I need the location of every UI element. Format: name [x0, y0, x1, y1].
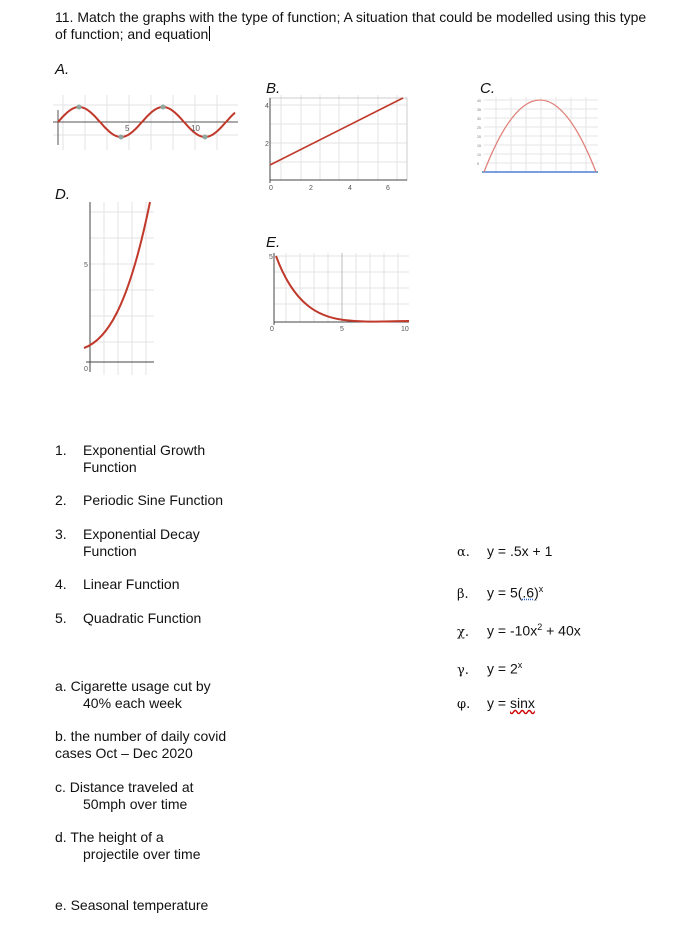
situation-text: a. Cigarette usage cut by	[55, 678, 211, 694]
graph-d-xtick: 0	[84, 366, 88, 373]
function-type-item	[55, 610, 201, 627]
graph-e-ytick: 5	[269, 254, 273, 261]
graph-d	[76, 200, 156, 375]
equation-text: y = 2	[487, 660, 518, 677]
graph-a-label: A.	[55, 61, 70, 78]
graph-d-ytick: 5	[84, 262, 88, 269]
equation-symbol: φ.	[457, 697, 471, 712]
item-text: Periodic Sine Function	[83, 492, 224, 508]
item-text: Exponential Decay	[83, 526, 200, 542]
graph-b	[262, 95, 410, 193]
graph-d-label: D.	[55, 186, 70, 203]
graph-c-ytick: 30	[477, 117, 481, 121]
item-number: 1.	[55, 442, 67, 458]
graph-b-xtick: 0	[269, 185, 273, 192]
graph-c-ytick: 25	[477, 126, 481, 130]
situation-item	[55, 678, 211, 712]
graph-a-tick: 10	[191, 124, 200, 133]
equation-item	[457, 543, 552, 561]
item-text: Linear Function	[83, 576, 180, 592]
situation-text: 50mph over time	[83, 796, 188, 812]
item-number: 5.	[55, 610, 67, 626]
graph-a-extremum-point	[161, 105, 166, 110]
graph-e	[264, 250, 414, 334]
graph-c-ytick: 5	[477, 162, 479, 166]
situation-text: cases Oct – Dec 2020	[55, 745, 193, 761]
graph-b-line	[270, 98, 403, 165]
graph-c-ytick: 10	[477, 153, 481, 157]
equation-symbol: β.	[457, 586, 469, 602]
function-type-item	[55, 442, 205, 476]
graph-b-label: B.	[266, 80, 281, 97]
equation-text-marked: .6)	[522, 584, 539, 601]
item-text: Quadratic Function	[83, 610, 202, 626]
graph-e-xtick: 0	[270, 326, 274, 333]
graph-b-ytick: 4	[265, 103, 269, 110]
item-number: 2.	[55, 492, 67, 508]
graph-a-extremum-point	[119, 135, 124, 140]
situation-item	[55, 728, 226, 762]
equation-exponent: x	[538, 584, 544, 594]
equation-text: y =	[487, 695, 510, 711]
graph-a-tick: 5	[125, 124, 130, 133]
graph-b-ytick: 2	[265, 141, 269, 148]
graph-b-xtick: 4	[348, 185, 352, 192]
graph-e-xtick: 5	[340, 326, 344, 333]
equation-item	[457, 657, 522, 679]
graph-c-ytick: 35	[477, 108, 481, 112]
equation-text: + 40x	[542, 622, 581, 639]
equation-symbol: α.	[457, 545, 470, 560]
situation-text: b. the number of daily covid	[55, 728, 227, 744]
situation-text: c. Distance traveled at	[55, 779, 194, 795]
equation-text: y = -10x	[487, 622, 538, 639]
graph-e-xtick: 10	[401, 326, 409, 333]
graph-c-ytick: 40	[477, 99, 481, 103]
item-text: Exponential Growth	[83, 442, 206, 458]
function-type-item	[55, 526, 200, 560]
equation-exponent: 2	[537, 622, 543, 632]
graph-c	[476, 95, 601, 177]
situation-item	[55, 779, 194, 813]
equation-text: y = .5x + 1	[487, 543, 553, 559]
equation-text: y = 5(	[487, 584, 523, 601]
function-type-item	[55, 576, 180, 593]
equation-symbol: γ.	[457, 662, 469, 678]
graph-b-xtick: 2	[309, 185, 313, 192]
graph-a	[53, 95, 238, 150]
item-text: Function	[83, 543, 137, 559]
equation-item	[457, 619, 581, 641]
graph-c-ytick: 20	[477, 135, 481, 139]
graph-b-xtick: 6	[386, 185, 390, 192]
function-type-item	[55, 492, 223, 509]
equation-symbol: χ.	[457, 624, 470, 640]
graph-d-curve	[84, 202, 150, 348]
item-text: Function	[83, 459, 137, 475]
item-number: 3.	[55, 526, 67, 542]
equation-item	[457, 581, 543, 603]
item-number: 4.	[55, 576, 67, 592]
graph-c-label: C.	[480, 80, 495, 97]
situation-text: 40% each week	[83, 695, 182, 711]
question-line: 11. Match the graphs with the type of function; A situation that could be modelled using this type of function; and equation	[55, 9, 647, 42]
equation-text-marked: sinx	[509, 695, 535, 711]
situation-item	[55, 829, 201, 863]
graph-a-extremum-point	[203, 135, 208, 140]
text-cursor	[209, 26, 210, 41]
graph-e-label: E.	[266, 234, 281, 251]
graph-a-extremum-point	[77, 105, 82, 110]
situation-text: projectile over time	[83, 846, 201, 862]
equation-item	[457, 695, 535, 713]
equation-exponent: x	[517, 660, 523, 670]
graph-c-ytick: 15	[477, 144, 481, 148]
situation-item	[55, 897, 208, 914]
graph-b-grid	[270, 95, 407, 180]
situation-text: d. The height of a	[55, 829, 164, 845]
question-text	[55, 9, 655, 43]
situation-text: e. Seasonal temperature	[55, 897, 209, 913]
